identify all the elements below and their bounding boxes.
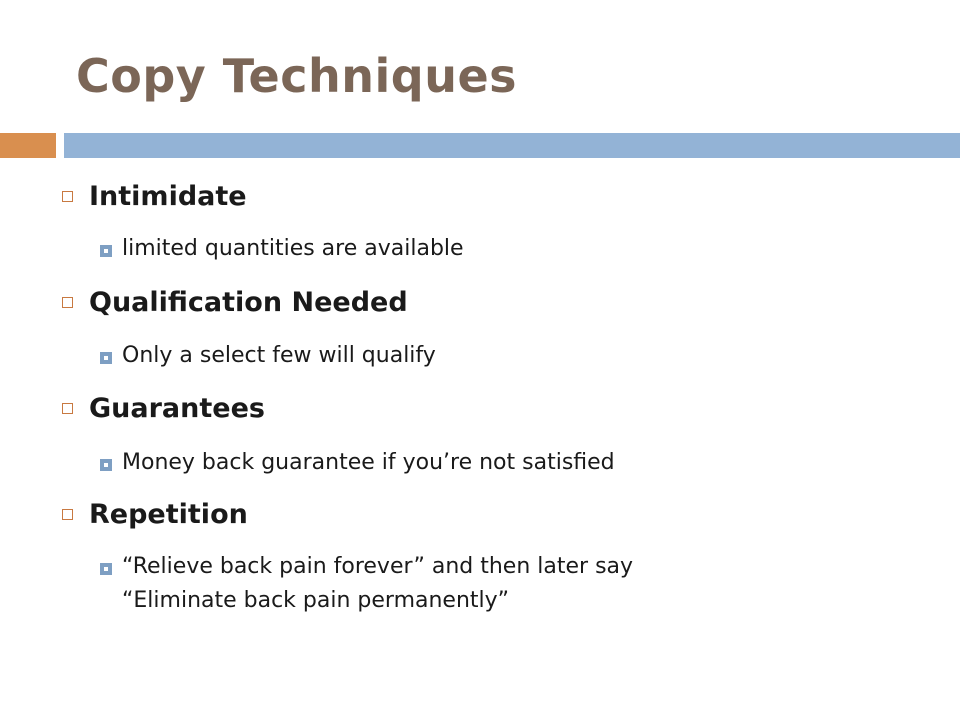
slide-title: Copy Techniques: [76, 49, 518, 103]
sub-bullet-item: [100, 555, 633, 618]
sub-bullet-item: [100, 451, 615, 480]
sub-bullet-item: [100, 237, 464, 266]
square-bullet-icon: [62, 403, 73, 414]
square-bullet-icon: [62, 191, 73, 202]
bullet-item-intimidate: [62, 181, 247, 212]
sub-bullet-text: “Relieve back pain forever” and then later say “Eliminate back pain permanently”: [122, 554, 634, 613]
bullet-heading: Intimidate: [89, 181, 247, 212]
square-bullet-icon: [62, 509, 73, 520]
sub-bullet-text: Only a select few will qualify: [122, 343, 436, 368]
bullet-heading: Repetition: [89, 499, 248, 530]
sub-bullet-text: limited quantities are available: [122, 236, 464, 261]
sub-bullet-text: Money back guarantee if you’re not satisfied: [122, 450, 615, 475]
bullet-item-repetition: [62, 499, 248, 530]
square-bullet-icon: [62, 297, 73, 308]
bullet-item-guarantees: [62, 393, 265, 424]
bullet-heading: Guarantees: [89, 393, 265, 424]
bullet-item-qualification-needed: [62, 287, 408, 318]
sub-bullet-item: [100, 344, 436, 373]
filled-square-bullet-icon: [100, 563, 112, 575]
filled-square-bullet-icon: [100, 245, 112, 257]
filled-square-bullet-icon: [100, 352, 112, 364]
bullet-heading: Qualification Needed: [89, 287, 408, 318]
filled-square-bullet-icon: [100, 459, 112, 471]
